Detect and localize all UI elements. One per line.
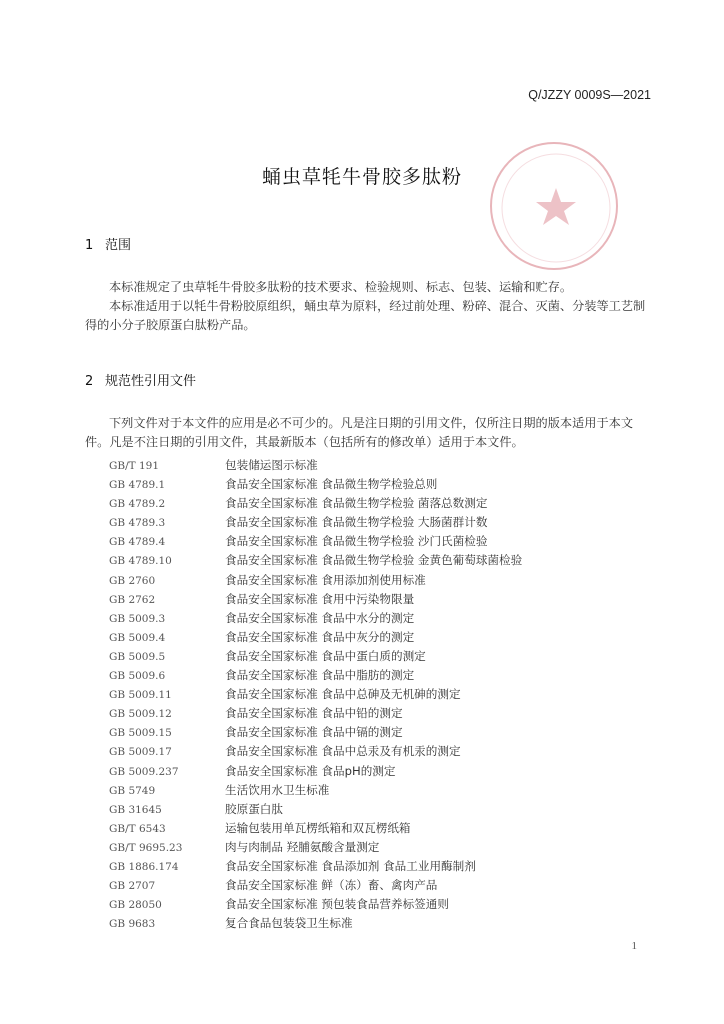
reference-code: GB 4789.4	[109, 536, 166, 549]
reference-code: GB 2762	[109, 593, 156, 606]
reference-code: GB 5009.12	[109, 708, 172, 721]
reference-code: GB 1886.174	[109, 860, 179, 873]
reference-row	[109, 857, 609, 876]
page-number: 1	[631, 940, 637, 952]
reference-row	[109, 762, 609, 781]
reference-row	[109, 571, 609, 590]
reference-row	[109, 781, 609, 800]
reference-title: 食品安全国家标准 食品微生物学检验 大肠菌群计数	[225, 515, 488, 530]
reference-title: 运输包装用单瓦楞纸箱和双瓦楞纸箱	[225, 820, 411, 835]
reference-row	[109, 590, 609, 609]
reference-title: 包装储运图示标准	[225, 458, 318, 472]
reference-row	[109, 513, 609, 532]
reference-code: GB 2760	[109, 574, 156, 587]
reference-code: GB 9683	[109, 918, 156, 931]
reference-code: GB 5009.5	[109, 650, 166, 663]
document-title: 蛹虫草牦牛骨胶多肽粉	[261, 166, 462, 188]
reference-title: 食品安全国家标准 食用添加剂使用标准	[225, 572, 426, 587]
reference-title: 食品安全国家标准 食品中脂肪的测定	[225, 668, 415, 683]
reference-title: 食品安全国家标准 食品中镉的测定	[225, 725, 403, 740]
section-number: 2	[85, 374, 94, 389]
reference-code: GB 5009.17	[109, 746, 172, 759]
reference-title: 食品安全国家标准 食用中污染物限量	[225, 591, 415, 606]
reference-code: GB 28050	[109, 899, 162, 912]
reference-code: GB/T 9695.23	[109, 841, 183, 854]
reference-row	[109, 494, 609, 513]
reference-title: 复合食品包装袋卫生标准	[225, 916, 353, 931]
reference-row	[109, 895, 609, 914]
reference-row	[109, 876, 609, 895]
reference-row	[109, 647, 609, 666]
section-title: 规范性引用文件	[105, 374, 197, 389]
reference-title: 食品安全国家标准 食品微生物学检验 沙门氏菌检验	[225, 534, 488, 549]
reference-title: 食品安全国家标准 食品微生物学检验 菌落总数测定	[225, 496, 488, 511]
paragraph: 本标准适用于以牦牛骨粉胶原组织，蛹虫草为原料，经过前处理、粉碎、混合、灭菌、分装等工艺制得的小分子胶原蛋白肽粉产品。	[85, 299, 646, 332]
section-2-heading	[85, 370, 196, 389]
reference-row	[109, 456, 609, 475]
reference-row	[109, 704, 609, 723]
reference-code: GB 5009.6	[109, 670, 166, 683]
reference-code: GB 5009.3	[109, 612, 166, 625]
reference-title: 食品安全国家标准 食品中蛋白质的测定	[225, 648, 426, 663]
reference-row	[109, 742, 609, 761]
reference-row	[109, 551, 609, 570]
section-1-body	[85, 278, 655, 335]
reference-row	[109, 666, 609, 685]
paragraph: 本标准规定了虫草牦牛骨胶多肽粉的技术要求、检验规则、标志、包装、运输和贮存。	[109, 280, 573, 294]
reference-code: GB 4789.10	[109, 555, 172, 568]
reference-title: 胶原蛋白肽	[225, 801, 283, 816]
reference-title: 食品安全国家标准 食品添加剂 食品工业用酶制剂	[225, 858, 476, 873]
reference-code: GB 4789.3	[109, 517, 166, 530]
reference-code: GB/T 6543	[109, 822, 166, 835]
reference-code: GB 5749	[109, 784, 156, 797]
reference-title: 食品安全国家标准 食品中总汞及有机汞的测定	[225, 744, 461, 759]
reference-code: GB 5009.237	[109, 765, 179, 778]
reference-row	[109, 838, 609, 857]
reference-title: 食品安全国家标准 食品中水分的测定	[225, 610, 415, 625]
reference-code: GB 5009.4	[109, 631, 166, 644]
reference-title: 食品安全国家标准 食品中总砷及无机砷的测定	[225, 687, 461, 702]
reference-list	[109, 456, 609, 933]
reference-row	[109, 628, 609, 647]
section-1-heading	[85, 234, 131, 253]
reference-title: 食品安全国家标准 食品pH的测定	[225, 763, 396, 778]
reference-row	[109, 723, 609, 742]
reference-row	[109, 475, 609, 494]
reference-title: 食品安全国家标准 食品微生物学检验总则	[225, 477, 438, 492]
reference-title: 肉与肉制品 羟脯氨酸含量测定	[225, 839, 380, 854]
paragraph: 下列文件对于本文件的应用是必不可少的。凡是注日期的引用文件，仅所注日期的版本适用于本文件。凡是不注日期的引用文件，其最新版本（包括所有的修改单）适用于本文件。	[85, 416, 634, 449]
reference-row	[109, 609, 609, 628]
reference-row	[109, 914, 609, 933]
reference-code: GB 4789.2	[109, 498, 166, 511]
reference-row	[109, 532, 609, 551]
section-2-intro	[85, 414, 655, 452]
reference-title: 食品安全国家标准 食品中铅的测定	[225, 706, 403, 721]
reference-row	[109, 800, 609, 819]
document-code: Q/JZZY 0009S—2021	[528, 88, 651, 102]
reference-code: GB 5009.11	[109, 689, 172, 702]
section-number: 1	[85, 238, 94, 253]
reference-title: 生活饮用水卫生标准	[225, 782, 330, 797]
reference-title: 食品安全国家标准 鲜（冻）畜、禽肉产品	[225, 878, 438, 893]
reference-code: GB 31645	[109, 803, 162, 816]
reference-row	[109, 819, 609, 838]
section-title: 范围	[105, 238, 132, 253]
reference-row	[109, 685, 609, 704]
reference-code: GB 4789.1	[109, 479, 166, 492]
reference-title: 食品安全国家标准 食品微生物学检验 金黄色葡萄球菌检验	[225, 553, 523, 568]
reference-code: GB/T 191	[109, 460, 160, 472]
reference-code: GB 5009.15	[109, 727, 172, 740]
reference-title: 食品安全国家标准 预包装食品营养标签通则	[225, 897, 449, 912]
reference-title: 食品安全国家标准 食品中灰分的测定	[225, 629, 415, 644]
reference-code: GB 2707	[109, 880, 156, 893]
